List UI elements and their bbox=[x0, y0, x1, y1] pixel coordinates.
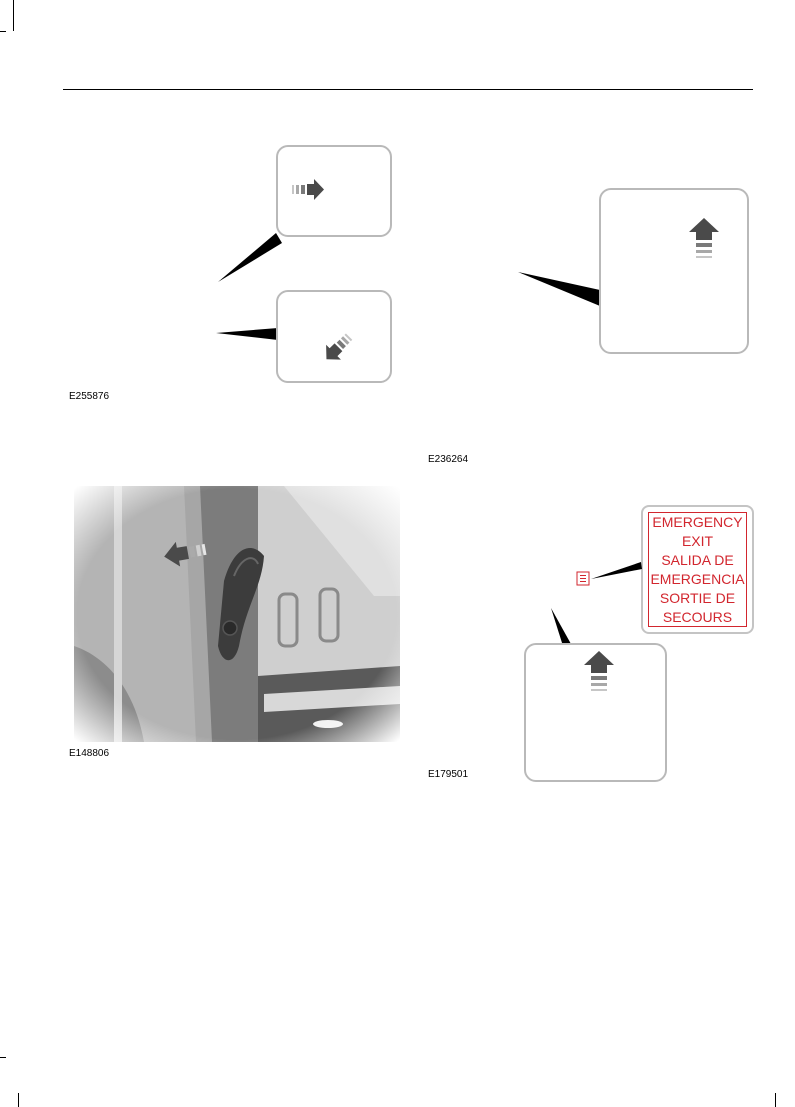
crop-mark-top-left-h bbox=[0, 31, 6, 32]
header-rule bbox=[63, 89, 753, 90]
callout-box-door-open bbox=[276, 145, 392, 237]
crop-mark-bottom-right-v bbox=[775, 1093, 776, 1107]
arrow-right-icon bbox=[290, 177, 326, 203]
figure-e236264-leader bbox=[515, 265, 605, 315]
arrow-up-icon bbox=[687, 216, 721, 264]
arrow-up-icon bbox=[582, 649, 616, 697]
sign-line-2: EXIT bbox=[681, 532, 714, 549]
emergency-exit-sign bbox=[641, 505, 754, 634]
callout-box-roof-hatch bbox=[524, 643, 667, 782]
figure-label-e148806: E148806 bbox=[69, 748, 110, 759]
sign-line-1: EMERGENCY bbox=[652, 513, 743, 530]
callout-box-door-close bbox=[276, 290, 392, 383]
crop-mark-bottom-left-v bbox=[18, 1093, 19, 1107]
callout-box-upward bbox=[599, 188, 749, 354]
arrow-down-left-icon bbox=[316, 332, 356, 366]
figure-label-e179501: E179501 bbox=[428, 769, 469, 780]
sign-line-3: SALIDA DE bbox=[661, 551, 734, 568]
crop-mark-top-left bbox=[13, 0, 14, 31]
sign-line-6: SECOURS bbox=[662, 608, 733, 625]
emergency-exit-sign-border bbox=[648, 512, 747, 627]
sign-line-4: EMERGENCIA bbox=[650, 570, 745, 587]
crop-mark-bottom-left bbox=[0, 1057, 6, 1058]
figure-label-e236264: E236264 bbox=[428, 454, 469, 465]
sign-line-5: SORTIE DE bbox=[659, 589, 736, 606]
release-handle-image bbox=[74, 486, 400, 742]
figure-label-e255876: E255876 bbox=[69, 391, 110, 402]
